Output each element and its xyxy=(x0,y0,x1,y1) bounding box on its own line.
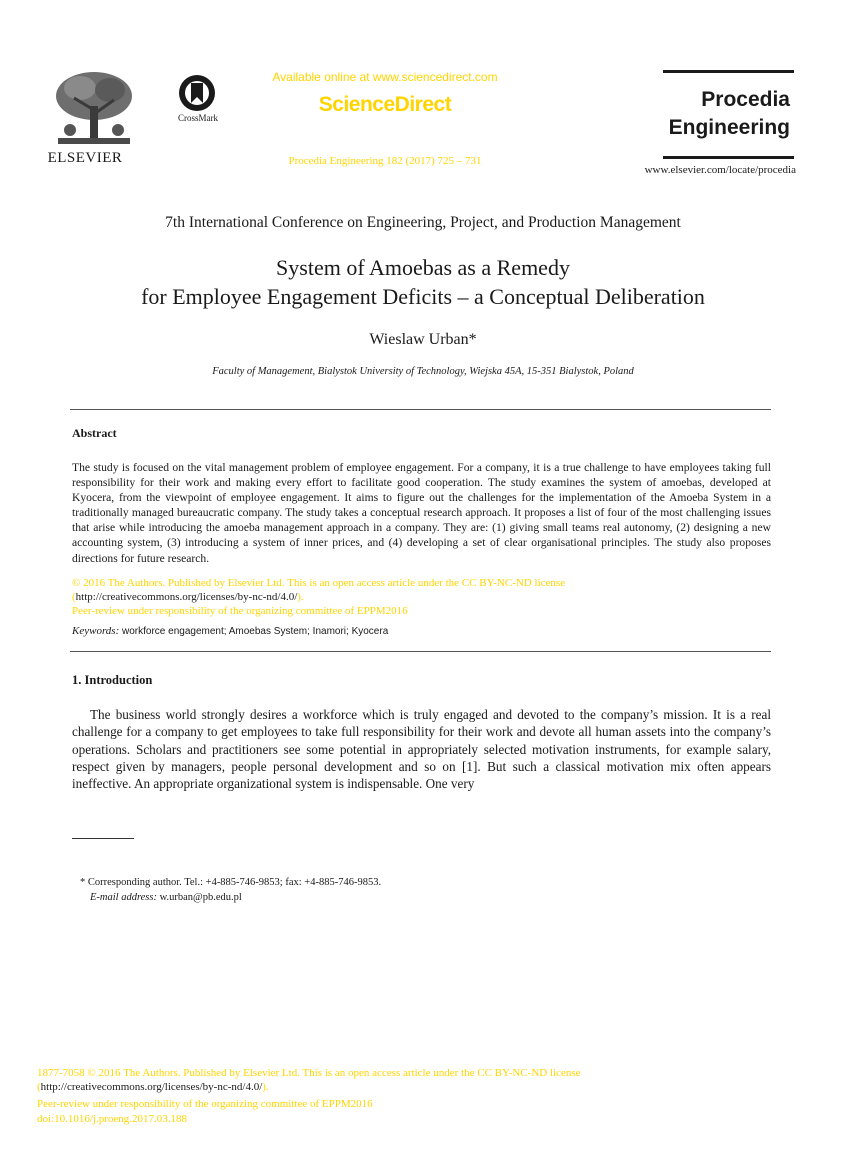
footer-open-paren: ( xyxy=(37,1081,41,1093)
abstract-license-line: © 2016 The Authors. Published by Elsevier Ltd. This is an open access article under the CC BY-NC-ND license xyxy=(72,577,566,589)
introduction-heading: 1. Introduction xyxy=(72,673,153,687)
publisher-name: ELSEVIER xyxy=(47,150,123,166)
license-close-paren: ). xyxy=(297,591,304,603)
email-note xyxy=(90,892,242,903)
footer-close-paren: ). xyxy=(262,1081,269,1093)
elsevier-tree-logo xyxy=(52,70,136,148)
keywords-line xyxy=(72,625,771,637)
abstract-heading: Abstract xyxy=(72,426,117,440)
introduction-text: The business world strongly desires a workforce which is truly engaged and devoted to the company’s mission. It is a real challenge for a company to get employees to take full responsibility for their work and devote all human assets into the company’s operations. Scholars and practitioners see some potential in appropriately selected motivation instruments, for example salary, respect given by managers, people personal development and so on [1]. But such a classical motivation mix often appears ineffective. An appropriate organizational system is indispensable. One very xyxy=(72,707,771,792)
footer-license-url-link[interactable]: http://creativecommons.org/licenses/by-nc-nd/4.0/ xyxy=(40,1081,263,1093)
crossmark-label: CrossMark xyxy=(178,113,218,123)
email-address[interactable]: w.urban@pb.edu.pl xyxy=(159,892,242,903)
sciencedirect-logo: ScienceDirect xyxy=(318,93,452,116)
available-online-text[interactable]: Available online at www.sciencedirect.com xyxy=(272,70,498,84)
journal-url[interactable]: www.elsevier.com/locate/procedia xyxy=(644,164,796,176)
abstract-peer-review: Peer-review under responsibility of the organizing committee of EPPM2016 xyxy=(72,605,408,617)
paper-title-line1: System of Amoebas as a Remedy xyxy=(276,255,570,280)
journal-title-line2: Engineering xyxy=(668,116,790,139)
keywords-values: workforce engagement; Amoebas System; Inamori; Kyocera xyxy=(122,626,389,637)
footer-doi[interactable]: doi:10.1016/j.proeng.2017.03.188 xyxy=(37,1113,188,1125)
journal-title-rule-bottom xyxy=(663,156,794,159)
license-open-paren: ( xyxy=(72,591,76,603)
corresponding-author-note: * Corresponding author. Tel.: +4-885-746-9853; fax: +4-885-746-9853. xyxy=(80,877,382,888)
abstract-top-rule xyxy=(70,409,771,410)
paper-title-line2: for Employee Engagement Deficits – a Conceptual Deliberation xyxy=(141,284,705,309)
journal-title-line1: Procedia xyxy=(701,88,790,111)
journal-reference: Procedia Engineering 182 (2017) 725 – 731 xyxy=(288,155,482,167)
conference-name: 7th International Conference on Engineering, Project, and Production Management xyxy=(165,214,681,231)
footer-license-url-line xyxy=(37,1080,797,1094)
license-url-link[interactable]: http://creativecommons.org/licenses/by-nc-nd/4.0/ xyxy=(75,591,298,603)
email-label: E-mail address: xyxy=(90,892,157,903)
journal-title-rule-top xyxy=(663,70,794,73)
footnote-rule xyxy=(72,838,134,839)
footer-peer-review: Peer-review under responsibility of the organizing committee of EPPM2016 xyxy=(37,1098,373,1110)
author-affiliation: Faculty of Management, Bialystok University of Technology, Wiejska 45A, 15-351 Bialystok, Poland xyxy=(212,366,634,377)
abstract-license-url-line xyxy=(72,591,771,604)
keywords-label: Keywords: xyxy=(72,625,120,637)
abstract-text: The study is focused on the vital management problem of employee engagement. For a company, it is a true challenge to have employees taking full responsibility for their work and making every effort to facilitate good cooperation. The study examines the system of amoebas, developed at Kyocera, from the viewpoint of employee engagement. It aims to figure out the challenges for the implementation of the Amoeba System in a traditionally managed bureaucratic company. The study takes a conceptual research approach. It proposes a list of four of the most challenging issues that arise while introducing the amoeba management approach in a company. They are: (1) giving small teams real autonomy, (2) designing a new accounting system, (3) introducing a system of inner prices, and (4) developing a set of clear organisational principles. The study also proposes directions for future research. xyxy=(72,461,771,565)
crossmark-icon[interactable] xyxy=(177,73,217,113)
abstract-bottom-rule xyxy=(70,651,771,652)
footer-issn-license: 1877-7058 © 2016 The Authors. Published by Elsevier Ltd. This is an open access article under the CC BY-NC-ND license xyxy=(37,1067,581,1079)
author-name: Wieslaw Urban* xyxy=(369,331,477,348)
